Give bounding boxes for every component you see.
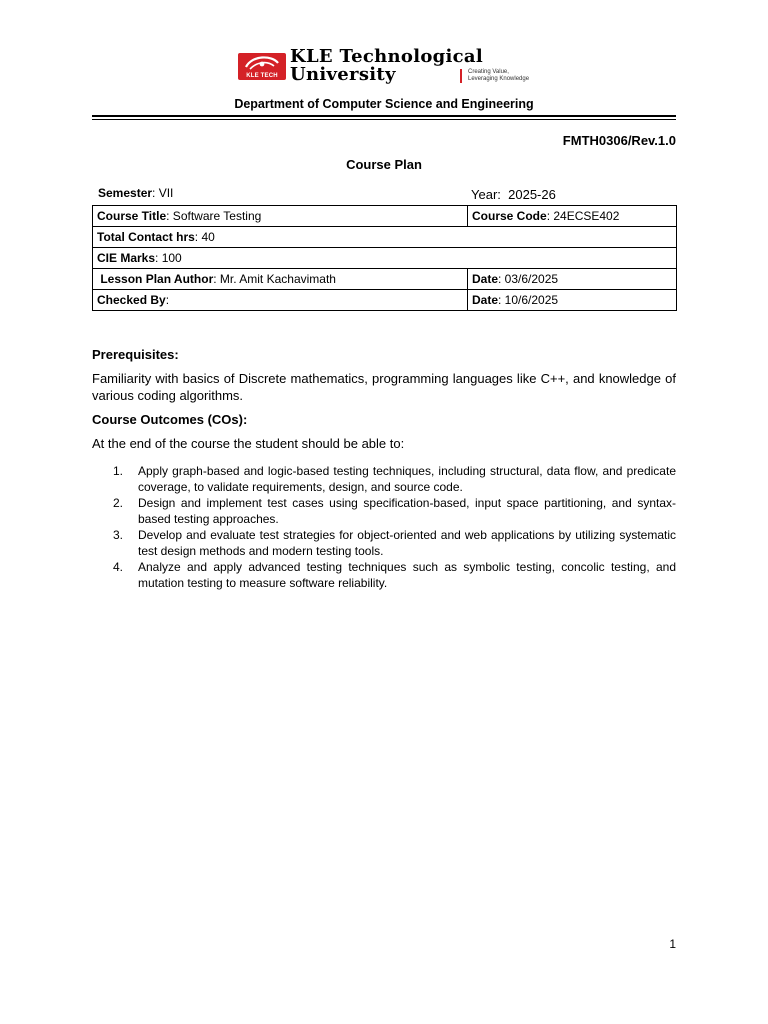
list-item (92, 559, 676, 591)
list-item-text: Apply graph-based and logic-based testing techniques, including structural, data flow, and predicate coverage, to validate requirements, design, and source code. (138, 464, 676, 494)
prerequisites-text: Familiarity with basics of Discrete mathematics, programming languages like C++, and knowledge of various coding algorithms. (92, 371, 676, 403)
course-code-cell (468, 206, 677, 227)
table-row (93, 290, 677, 311)
checked-by-value: : (165, 293, 170, 307)
list-item (92, 527, 676, 559)
list-item-number: 1. (113, 464, 124, 478)
author-date-value: : 03/6/2025 (498, 272, 559, 286)
course-outcomes-list (92, 463, 676, 591)
department-name: Department of Computer Science and Engineering (234, 97, 534, 111)
list-item-number: 4. (113, 560, 124, 574)
course-title-value: : Software Testing (166, 209, 262, 223)
table-row (93, 269, 677, 290)
logo-badge-text: KLE TECH (246, 73, 278, 79)
list-item-text: Analyze and apply advanced testing techniques such as symbolic testing, concolic testing, and mutation testing to measure software reliability. (138, 560, 676, 590)
semester-label: Semester (98, 186, 153, 200)
semester (98, 186, 173, 200)
list-item (92, 495, 676, 527)
course-code-label: Course Code (472, 209, 547, 223)
contact-hours-value: : 40 (194, 230, 215, 244)
course-outcomes-intro: At the end of the course the student should be able to: (92, 436, 405, 451)
semester-value: : VII (152, 186, 174, 200)
year (471, 187, 556, 202)
table-row (93, 206, 677, 227)
list-item (92, 463, 676, 495)
author-cell (93, 269, 468, 290)
checked-date-cell (468, 290, 677, 311)
tagline-line2: Leveraging Knowledge (468, 76, 530, 82)
year-value: 2025-26 (508, 187, 556, 202)
kle-tech-logo-icon (238, 53, 286, 80)
prerequisites-heading: Prerequisites: (92, 347, 179, 362)
course-info-table (92, 205, 677, 311)
course-outcomes-heading: Course Outcomes (COs): (92, 412, 248, 427)
document-title: Course Plan (346, 157, 422, 172)
header-rule-thick (92, 115, 676, 117)
year-label: Year: (471, 187, 501, 202)
list-item-number: 3. (113, 528, 124, 542)
header-rule-thin (92, 119, 676, 120)
checked-date-label: Date (472, 293, 499, 307)
list-item-text: Design and implement test cases using specification-based, input space partitioning, and syntax-based testing approaches. (138, 496, 676, 526)
course-title-cell (93, 206, 468, 227)
checked-date-value: : 10/6/2025 (498, 293, 559, 307)
university-logo (238, 46, 588, 87)
checked-by-cell (93, 290, 468, 311)
checked-by-label: Checked By (97, 293, 166, 307)
university-name-line1: KLE Technological (290, 46, 484, 67)
cie-marks-value: : 100 (155, 251, 182, 265)
tagline-line1: Creating Value, (468, 69, 509, 75)
document-code: FMTH0306/Rev.1.0 (562, 133, 676, 148)
university-name (290, 48, 483, 84)
author-value: : Mr. Amit Kachavimath (213, 272, 336, 286)
author-label: Lesson Plan Author (100, 272, 214, 286)
author-date-cell (468, 269, 677, 290)
contact-hours-label: Total Contact hrs (97, 230, 195, 244)
author-date-label: Date (472, 272, 499, 286)
page-number: 1 (669, 937, 676, 951)
course-code-value: : 24ECSE402 (546, 209, 620, 223)
cie-marks-label: CIE Marks (97, 251, 156, 265)
cie-marks-cell (93, 248, 677, 269)
list-item-number: 2. (113, 496, 124, 510)
table-row (93, 248, 677, 269)
course-title-label: Course Title (97, 209, 167, 223)
contact-hours-cell (93, 227, 677, 248)
table-row (93, 227, 677, 248)
university-name-line2: University (290, 64, 396, 85)
list-item-text: Develop and evaluate test strategies for object-oriented and web applications by utilizing systematic test design methods and modern testing tools. (138, 528, 676, 558)
tagline (460, 69, 529, 83)
